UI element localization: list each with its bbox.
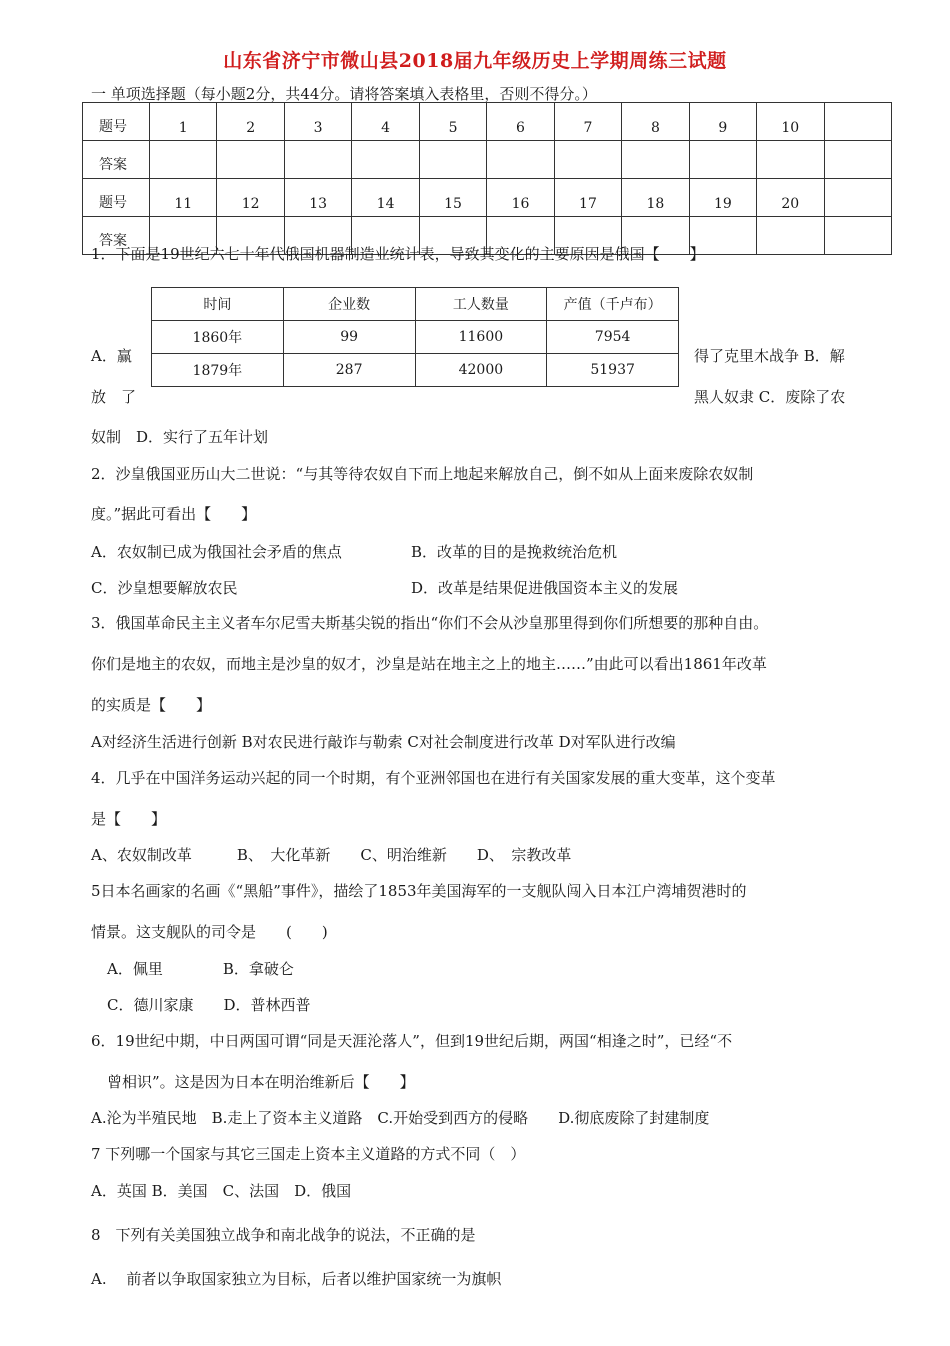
stats-cell: 7954	[547, 321, 679, 354]
answer-row-blanks-1	[83, 141, 892, 179]
stats-cell: 1860年	[152, 321, 284, 354]
q2-option-c: C．沙皇想要解放农民	[91, 579, 238, 597]
number-cell	[824, 103, 891, 141]
answer-cell[interactable]	[622, 141, 689, 179]
q2-option-d: D．改革是结果促进俄国资本主义的发展	[411, 579, 679, 597]
number-cell: 19	[689, 179, 756, 217]
answer-cell[interactable]	[150, 141, 217, 179]
answer-row-numbers-2	[83, 179, 892, 217]
answer-cell[interactable]	[217, 141, 284, 179]
q5-options-2: C．德川家康 D．普林西普	[107, 996, 311, 1014]
stats-row	[152, 354, 679, 387]
number-cell: 16	[487, 179, 554, 217]
stats-cell: 99	[283, 321, 415, 354]
q3-stem-line1: 3．俄国革命民主主义者车尔尼雪夫斯基尖锐的指出“你们不会从沙皇那里得到你们所想要的那种自由。	[91, 614, 769, 632]
q6-stem-line1: 6．19世纪中期，中日两国可谓“同是天涯沦落人”，但到19世纪后期，两国“相逢之时”，已经“不	[91, 1032, 733, 1050]
answer-cell[interactable]	[284, 141, 351, 179]
number-cell: 5	[419, 103, 486, 141]
q1-option-right-2: 黑人奴隶 C．废除了农	[694, 388, 846, 406]
number-cell: 2	[217, 103, 284, 141]
stats-cell: 11600	[415, 321, 547, 354]
answer-cell[interactable]	[689, 141, 756, 179]
number-cell: 1	[150, 103, 217, 141]
q6-stem-line2: 曾相识”。这是因为日本在明治维新后【 】	[107, 1073, 415, 1091]
number-cell	[824, 179, 891, 217]
stats-row	[152, 321, 679, 354]
q8-stem: 8 下列有关美国独立战争和南北战争的说法，不正确的是	[91, 1226, 476, 1244]
answer-cell[interactable]	[824, 217, 891, 255]
q6-options: A.沦为半殖民地 B.走上了资本主义道路 C.开始受到西方的侵略 D.彻底废除了封建制度	[91, 1109, 710, 1127]
number-cell: 4	[352, 103, 419, 141]
stats-header: 企业数	[283, 288, 415, 321]
number-cell: 10	[757, 103, 824, 141]
stats-header-row	[152, 288, 679, 321]
q5-stem-line2: 情景。这支舰队的司令是 ( )	[91, 923, 328, 941]
q7-stem: 7 下列哪一个国家与其它三国走上资本主义道路的方式不同（ ）	[91, 1145, 526, 1163]
q2-option-b: B．改革的目的是挽救统治危机	[411, 543, 618, 561]
label-answer: 答案	[83, 217, 150, 255]
stats-cell: 1879年	[152, 354, 284, 387]
number-cell: 14	[352, 179, 419, 217]
answer-row-numbers-1	[83, 103, 892, 141]
label-question-number: 题号	[83, 103, 150, 141]
stats-cell: 42000	[415, 354, 547, 387]
page-title: 山东省济宁市微山县2018届九年级历史上学期周练三试题	[223, 50, 727, 72]
number-cell: 11	[150, 179, 217, 217]
q1-stats-table	[151, 287, 679, 387]
number-cell: 13	[284, 179, 351, 217]
answer-cell[interactable]	[352, 141, 419, 179]
number-cell: 15	[419, 179, 486, 217]
q1-stem: 1．下面是19世纪六七十年代俄国机器制造业统计表，导致其变化的主要原因是俄国【 】	[91, 245, 705, 263]
q3-stem-line2: 你们是地主的农奴，而地主是沙皇的奴才，沙皇是站在地主之上的地主……”由此可以看出1861年改革	[91, 655, 767, 673]
label-question-number: 题号	[83, 179, 150, 217]
number-cell: 12	[217, 179, 284, 217]
q4-options: A、农奴制改革 B、 大化革新 C、明治维新 D、 宗教改革	[91, 846, 572, 864]
answer-cell[interactable]	[554, 141, 621, 179]
q2-stem-line2: 度。”据此可看出【 】	[91, 505, 257, 523]
q8-option-a: A. 前者以争取国家独立为目标，后者以维护国家统一为旗帜	[91, 1270, 502, 1288]
number-cell: 8	[622, 103, 689, 141]
number-cell: 17	[554, 179, 621, 217]
number-cell: 9	[689, 103, 756, 141]
answer-cell[interactable]	[757, 217, 824, 255]
stats-header: 时间	[152, 288, 284, 321]
number-cell: 3	[284, 103, 351, 141]
stats-header: 产值（千卢布）	[547, 288, 679, 321]
q1-option-right-1: 得了克里木战争 B．解	[694, 347, 845, 365]
q1-option-left-1: A．赢	[91, 347, 132, 365]
label-answer: 答案	[83, 141, 150, 179]
answer-cell[interactable]	[824, 141, 891, 179]
q3-options: A对经济生活进行创新 B对农民进行敲诈与勒索 C对社会制度进行改革 D对军队进行改编	[91, 733, 676, 751]
section-heading: 一 单项选择题（每小题2分，共44分。请将答案填入表格里，否则不得分。）	[91, 85, 597, 103]
q3-stem-line3: 的实质是【 】	[91, 696, 212, 714]
q1-option-continued: 奴制 D．实行了五年计划	[91, 428, 269, 446]
stats-cell: 51937	[547, 354, 679, 387]
answer-table	[82, 102, 892, 255]
q7-options: A．英国 B．美国 C、法国 D．俄国	[91, 1182, 352, 1200]
q2-option-a: A．农奴制已成为俄国社会矛盾的焦点	[91, 543, 342, 561]
q2-stem-line1: 2．沙皇俄国亚历山大二世说：“与其等待农奴自下而上地起来解放自己，倒不如从上面来废除农奴制	[91, 465, 754, 483]
answer-cell[interactable]	[487, 141, 554, 179]
answer-cell[interactable]	[757, 141, 824, 179]
answer-cell[interactable]	[419, 141, 486, 179]
q5-options-1: A．佩里 B．拿破仑	[107, 960, 294, 978]
stats-header: 工人数量	[415, 288, 547, 321]
number-cell: 7	[554, 103, 621, 141]
q1-option-left-2: 放 了	[91, 388, 137, 406]
number-cell: 18	[622, 179, 689, 217]
q4-stem-line1: 4．几乎在中国洋务运动兴起的同一个时期，有个亚洲邻国也在进行有关国家发展的重大变革，这个变革	[91, 769, 776, 787]
stats-cell: 287	[283, 354, 415, 387]
number-cell: 20	[757, 179, 824, 217]
q4-stem-line2: 是【 】	[91, 810, 167, 828]
number-cell: 6	[487, 103, 554, 141]
q5-stem-line1: 5日本名画家的名画《“黑船”事件》，描绘了1853年美国海军的一支舰队闯入日本江户湾埔贺港时的	[91, 882, 747, 900]
